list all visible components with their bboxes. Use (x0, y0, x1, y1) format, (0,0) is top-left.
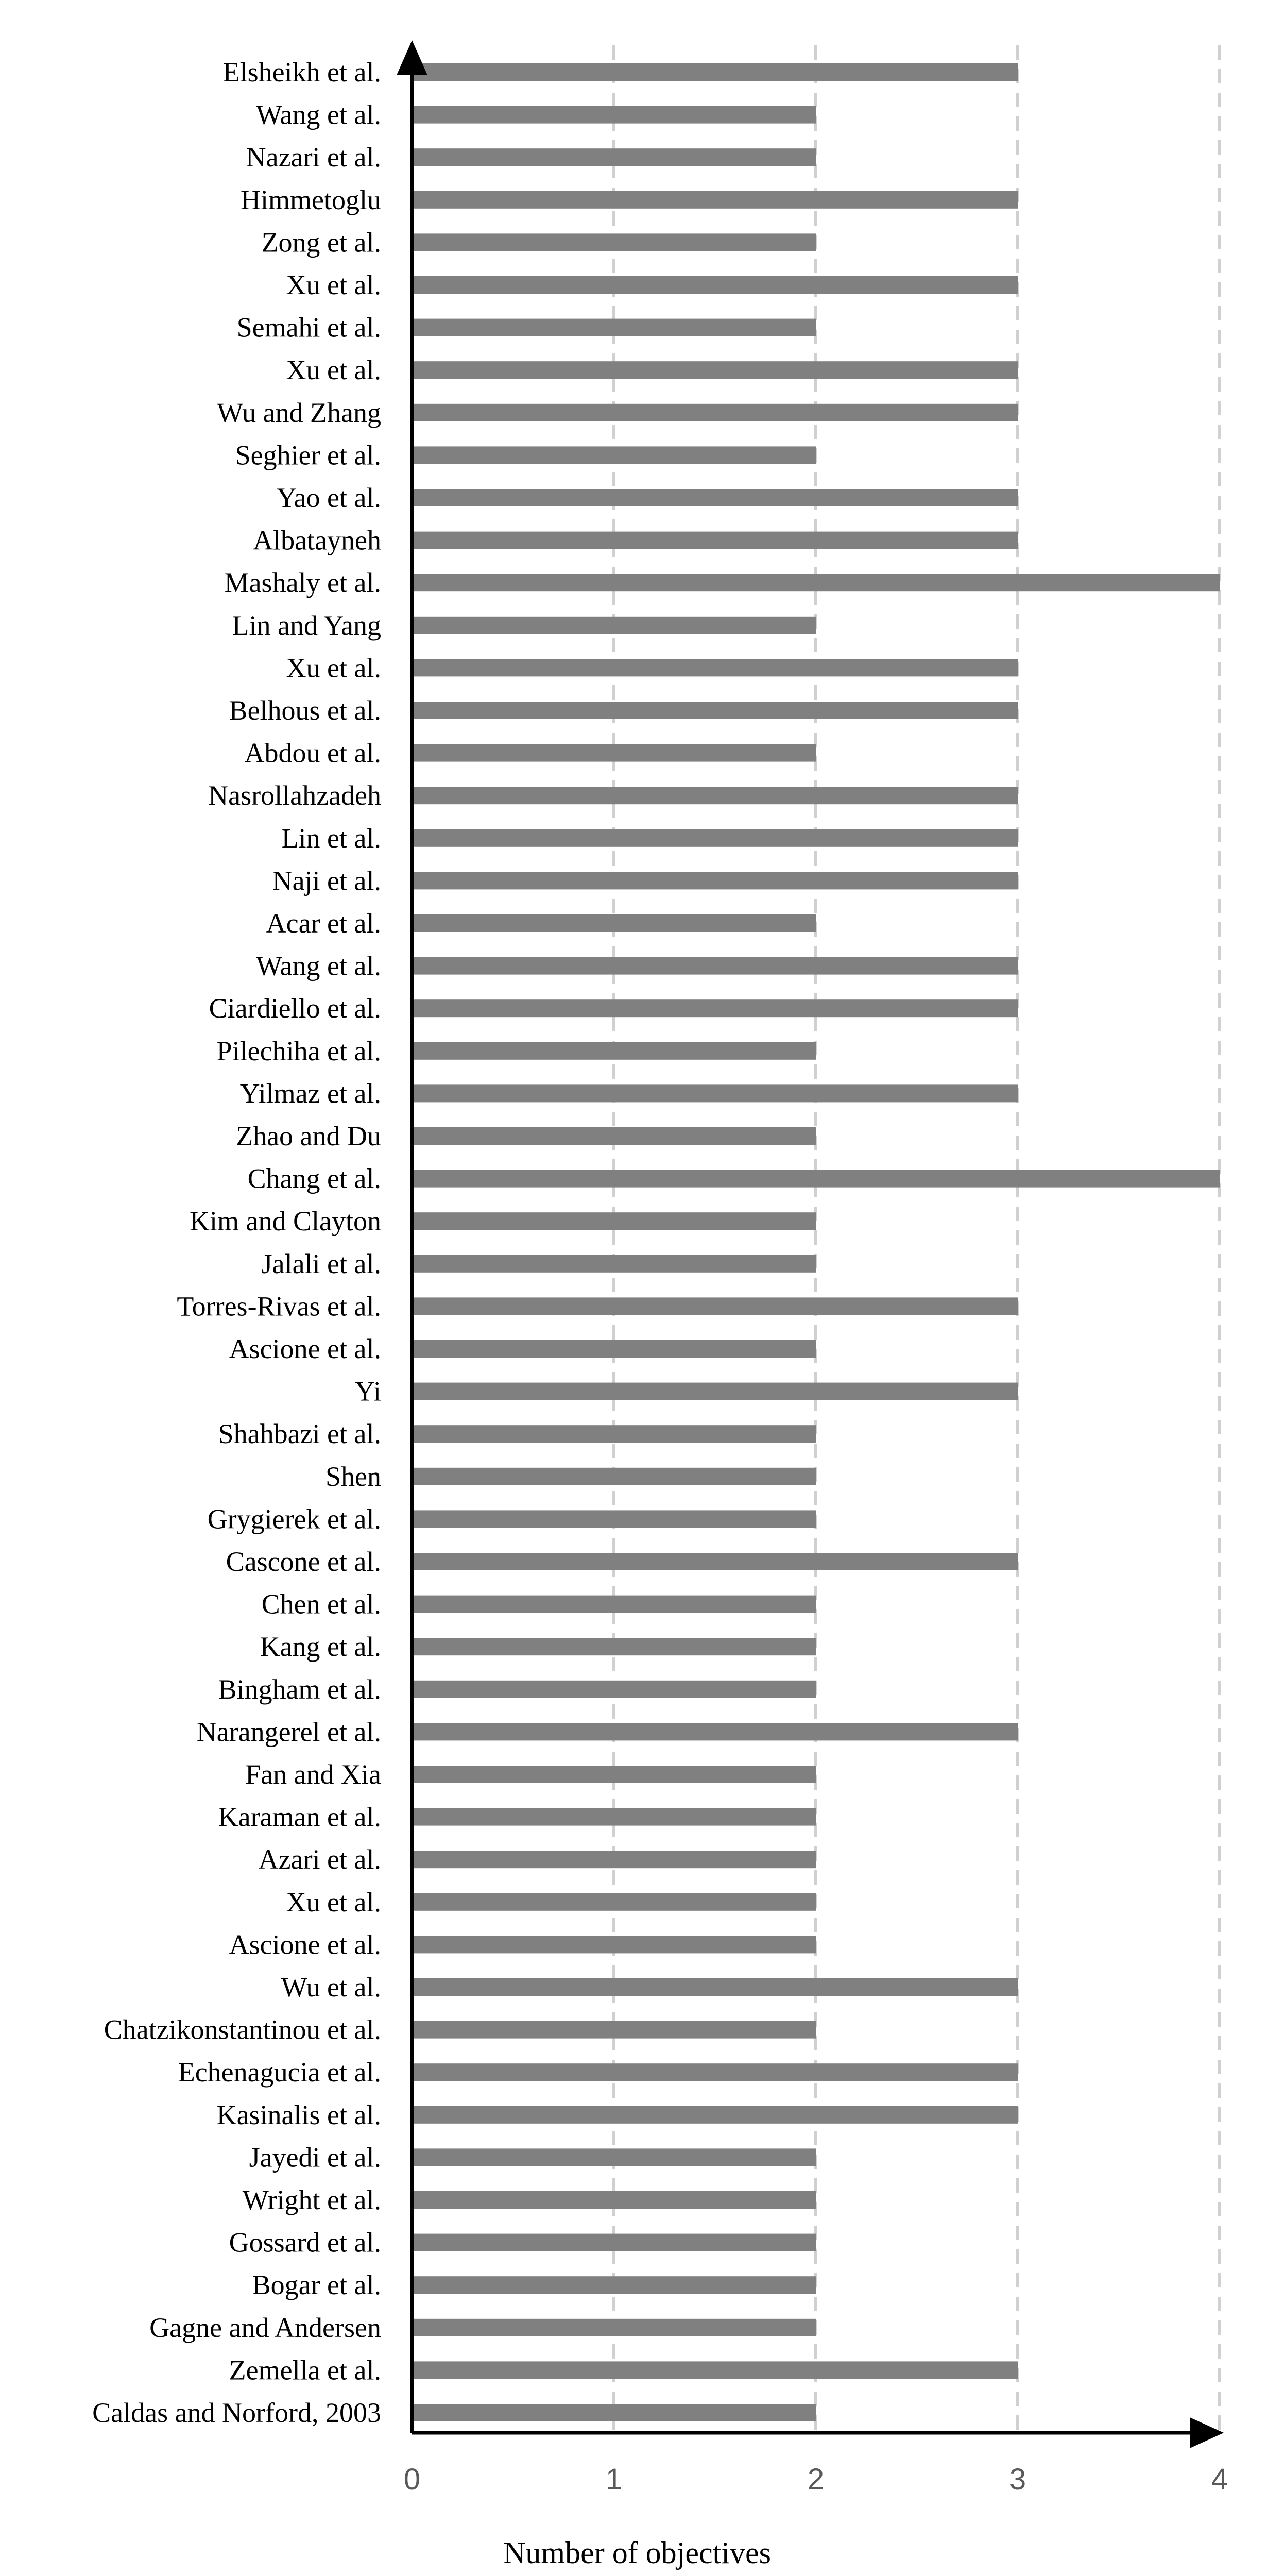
category-label: Mashaly et al. (224, 567, 381, 599)
category-label: Pilechiha et al. (216, 1035, 381, 1066)
bar (412, 574, 1220, 591)
category-label: Xu et al. (286, 1886, 381, 1918)
category-label: Caldas and Norford, 2003 (92, 2397, 381, 2428)
bar (412, 1383, 1018, 1400)
bar (412, 2106, 1018, 2124)
bar (412, 1936, 816, 1953)
category-label: Chatzikonstantinou et al. (104, 2014, 381, 2045)
bar (412, 2191, 816, 2209)
category-label: Jalali et al. (261, 1248, 381, 1279)
x-tick-label: 0 (403, 2463, 421, 2496)
bar (412, 659, 1018, 676)
bar (412, 489, 1018, 506)
bar (412, 2319, 816, 2336)
category-label: Yao et al. (276, 482, 381, 513)
category-label: Yi (354, 1376, 381, 1407)
bar (412, 233, 816, 251)
category-label: Wang et al. (255, 99, 381, 130)
bar (412, 2361, 1018, 2379)
bar (412, 1297, 1018, 1315)
bar (412, 744, 816, 762)
x-axis-title: Number of objectives (503, 2536, 771, 2570)
bar (412, 872, 1018, 889)
bar (412, 446, 816, 464)
category-label: Xu et al. (286, 269, 381, 300)
category-label: Bogar et al. (252, 2269, 381, 2301)
category-label: Azari et al. (258, 1844, 381, 1875)
category-label: Karaman et al. (218, 1801, 381, 1833)
category-label: Kasinalis et al. (216, 2099, 381, 2130)
category-label: Chen et al. (261, 1588, 381, 1620)
category-label: Seghier et al. (235, 439, 381, 471)
category-label: Zemella et al. (229, 2354, 381, 2386)
bar (412, 63, 1018, 81)
bar (412, 1510, 816, 1528)
bar (412, 1127, 816, 1145)
category-label: Ascione et al. (229, 1333, 381, 1364)
category-label: Wright et al. (242, 2184, 381, 2215)
x-tick-label: 2 (807, 2463, 825, 2496)
category-label: Gagne and Andersen (149, 2312, 381, 2343)
category-label: Ciardiello et al. (209, 993, 381, 1024)
bar (412, 1808, 816, 1826)
bar (412, 1681, 816, 1698)
category-label: Cascone et al. (226, 1546, 381, 1577)
category-label: Wu et al. (281, 1972, 381, 2003)
category-label: Chang et al. (247, 1163, 381, 1194)
bar (412, 2404, 816, 2421)
category-label: Acar et al. (266, 908, 381, 939)
category-label: Elsheikh et al. (222, 57, 381, 88)
category-label: Nasrollahzadeh (208, 780, 381, 811)
category-labels (92, 57, 381, 2428)
bar (412, 914, 816, 932)
category-label: Grygierek et al. (207, 1503, 381, 1535)
category-label: Naji et al. (272, 865, 381, 896)
category-label: Bingham et al. (218, 1673, 381, 1705)
bar (412, 1766, 816, 1783)
bar (412, 191, 1018, 209)
category-label: Nazari et al. (246, 142, 381, 173)
bar (412, 148, 816, 166)
bar (412, 1084, 1018, 1102)
category-label: Echenagucia et al. (178, 2057, 381, 2088)
category-label: Torres-Rivas et al. (177, 1291, 381, 1322)
bar (412, 2021, 816, 2039)
bar (412, 617, 816, 634)
category-label: Zhao and Du (236, 1121, 381, 1151)
bar (412, 2276, 816, 2294)
category-label: Shahbazi et al. (218, 1418, 381, 1450)
bar (412, 1255, 816, 1273)
bar (412, 1596, 816, 1613)
x-tick-label: 3 (1009, 2463, 1026, 2496)
bar (412, 957, 1018, 975)
bar (412, 1212, 816, 1230)
category-label: Abdou et al. (244, 737, 381, 769)
category-label: Kang et al. (260, 1631, 381, 1663)
bar (412, 404, 1018, 421)
bar (412, 1425, 816, 1443)
y-axis-arrow-icon (397, 40, 427, 75)
bar (412, 319, 816, 336)
category-label: Himmetoglu (241, 184, 381, 215)
category-label: Yilmaz et al. (239, 1078, 381, 1109)
bar (412, 1723, 1018, 1740)
bar (412, 999, 1018, 1017)
category-label: Zong et al. (261, 227, 381, 258)
x-tick-label: 1 (605, 2463, 623, 2496)
x-tick-label: 4 (1211, 2463, 1228, 2496)
category-label: Lin et al. (281, 822, 381, 854)
x-tick-labels (404, 2463, 1228, 2496)
bar (412, 1468, 816, 1485)
category-label: Lin and Yang (232, 609, 381, 641)
bar (412, 276, 1018, 294)
bar (412, 1893, 816, 1911)
category-label: Xu et al. (286, 354, 381, 386)
bar (412, 1170, 1220, 1188)
category-label: Jayedi et al. (249, 2142, 381, 2173)
axes (397, 40, 1224, 2448)
category-label: Gossard et al. (229, 2227, 381, 2258)
category-label: Fan and Xia (245, 1759, 381, 1790)
bar (412, 1851, 816, 1868)
bar (412, 1978, 1018, 1996)
bar (412, 2063, 1018, 2081)
bar (412, 1340, 816, 1358)
bar (412, 702, 1018, 719)
category-label: Kim and Clayton (190, 1206, 381, 1237)
bar (412, 532, 1018, 549)
category-label: Wu and Zhang (217, 397, 381, 428)
bar (412, 829, 1018, 847)
category-label: Semahi et al. (236, 312, 381, 343)
bar (412, 1553, 1018, 1570)
bar (412, 1042, 816, 1060)
category-label: Narangerel et al. (196, 1716, 381, 1748)
category-label: Ascione et al. (229, 1929, 381, 1960)
bar (412, 106, 816, 124)
category-label: Belhous et al. (229, 695, 381, 726)
bar (412, 361, 1018, 379)
bar (412, 787, 1018, 804)
category-label: Shen (325, 1461, 381, 1492)
category-label: Albatayneh (253, 524, 381, 556)
category-label: Wang et al. (255, 950, 381, 981)
bar (412, 2234, 816, 2251)
bar (412, 1638, 816, 1655)
bar (412, 2148, 816, 2166)
category-label: Xu et al. (286, 652, 381, 684)
